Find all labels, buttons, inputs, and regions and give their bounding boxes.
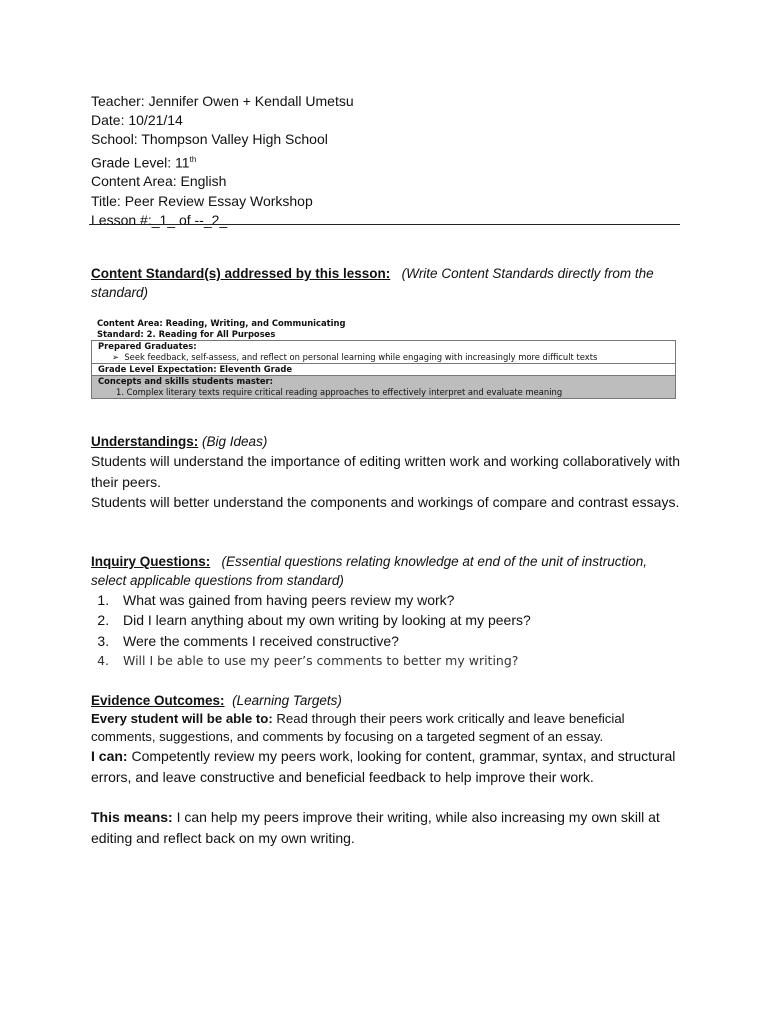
content-standard-label: Content Standard(s) addressed by this lesson: xyxy=(91,266,391,281)
teacher-line: Teacher: Jennifer Owen + Kendall Umetsu xyxy=(91,93,354,109)
this-means-paragraph xyxy=(91,807,681,848)
grade-suffix: th xyxy=(189,154,197,164)
evidence-label: Evidence Outcomes: xyxy=(91,693,225,708)
content-standard-note: (Write Content Standards directly from the standard) xyxy=(91,266,654,300)
standards-content-area: Content Area: Reading, Writing, and Communicating xyxy=(97,318,346,328)
understandings-section xyxy=(91,432,681,513)
prepared-graduates-label: Prepared Graduates: xyxy=(98,341,197,351)
understandings-note: (Big Ideas) xyxy=(202,434,268,449)
standards-table xyxy=(91,318,676,399)
evidence-section xyxy=(91,691,681,848)
header-divider xyxy=(89,224,680,225)
prepared-graduates-text: Seek feedback, self-assess, and reflect on personal learning while engaging with increasingly more difficult texts xyxy=(124,352,598,362)
inquiry-note: (Essential questions relating knowledge at end of the unit of instruction, select applicable questions from standard) xyxy=(91,554,648,588)
inquiry-section xyxy=(91,552,681,671)
inquiry-question: 2. Did I learn anything about my own writing by looking at my peers? xyxy=(113,610,681,630)
grade-level-expectation: Grade Level Expectation: Eleventh Grade xyxy=(91,364,676,376)
i-can-text: Competently review my peers work, looking for content, grammar, syntax, and structural errors, and leave constructive and beneficial feedback to help improve their work. xyxy=(91,748,676,785)
every-student-text: Read through their peers work critically and leave beneficial comments, suggestions, and comments by focusing on a targeted segment of an essay. xyxy=(91,711,625,744)
prepared-graduates-box xyxy=(91,340,676,364)
inquiry-question-list xyxy=(91,590,681,671)
this-means-text: I can help my peers improve their writing, while also increasing my own skill at editing and reflect back on my own writing. xyxy=(91,809,660,846)
concepts-label: Concepts and skills students master: xyxy=(98,376,274,386)
concepts-item: 1. Complex literary texts require critical reading approaches to effectively interpret and evaluate meaning xyxy=(116,387,563,397)
grade-line xyxy=(91,150,354,173)
understanding-1: Students will understand the importance of editing written work and working collaboratively with their peers. xyxy=(91,453,681,490)
title-line: Title: Peer Review Essay Workshop xyxy=(91,192,313,209)
lesson-header xyxy=(91,92,354,230)
standards-standard: Standard: 2. Reading for All Purposes xyxy=(97,329,276,339)
this-means-label: This means: xyxy=(91,809,173,825)
inquiry-heading xyxy=(91,552,681,590)
content-standard-heading xyxy=(91,264,681,302)
content-area-line: Content Area: English xyxy=(91,173,227,190)
school-line: School: Thompson Valley High School xyxy=(91,131,328,148)
arrow-bullet-icon: ➢ xyxy=(112,352,120,362)
understandings-label: Understandings: xyxy=(91,434,199,449)
inquiry-question: 1. What was gained from having peers review my work? xyxy=(113,590,681,610)
evidence-heading xyxy=(91,691,681,710)
every-student-paragraph xyxy=(91,710,681,746)
date-line: Date: 10/21/14 xyxy=(91,112,183,129)
lesson-number-line: Lesson #:_1_ of --_2_ xyxy=(91,211,228,228)
understandings-heading xyxy=(91,432,681,451)
inquiry-question: 3. Were the comments I received constructive? xyxy=(113,631,681,651)
evidence-note: (Learning Targets) xyxy=(232,693,342,708)
every-student-label: Every student will be able to: xyxy=(91,711,273,726)
prepared-graduates-item xyxy=(92,352,675,363)
i-can-paragraph xyxy=(91,746,681,787)
understanding-2: Students will better understand the components and workings of compare and contrast essays. xyxy=(91,494,680,510)
grade-text: Grade Level: 11 xyxy=(91,154,190,171)
i-can-label: I can: xyxy=(91,748,128,764)
inquiry-question: 4. Will I be able to use my peer’s comments to better my writing? xyxy=(113,651,681,671)
inquiry-label: Inquiry Questions: xyxy=(91,554,211,569)
concepts-box xyxy=(91,376,676,399)
